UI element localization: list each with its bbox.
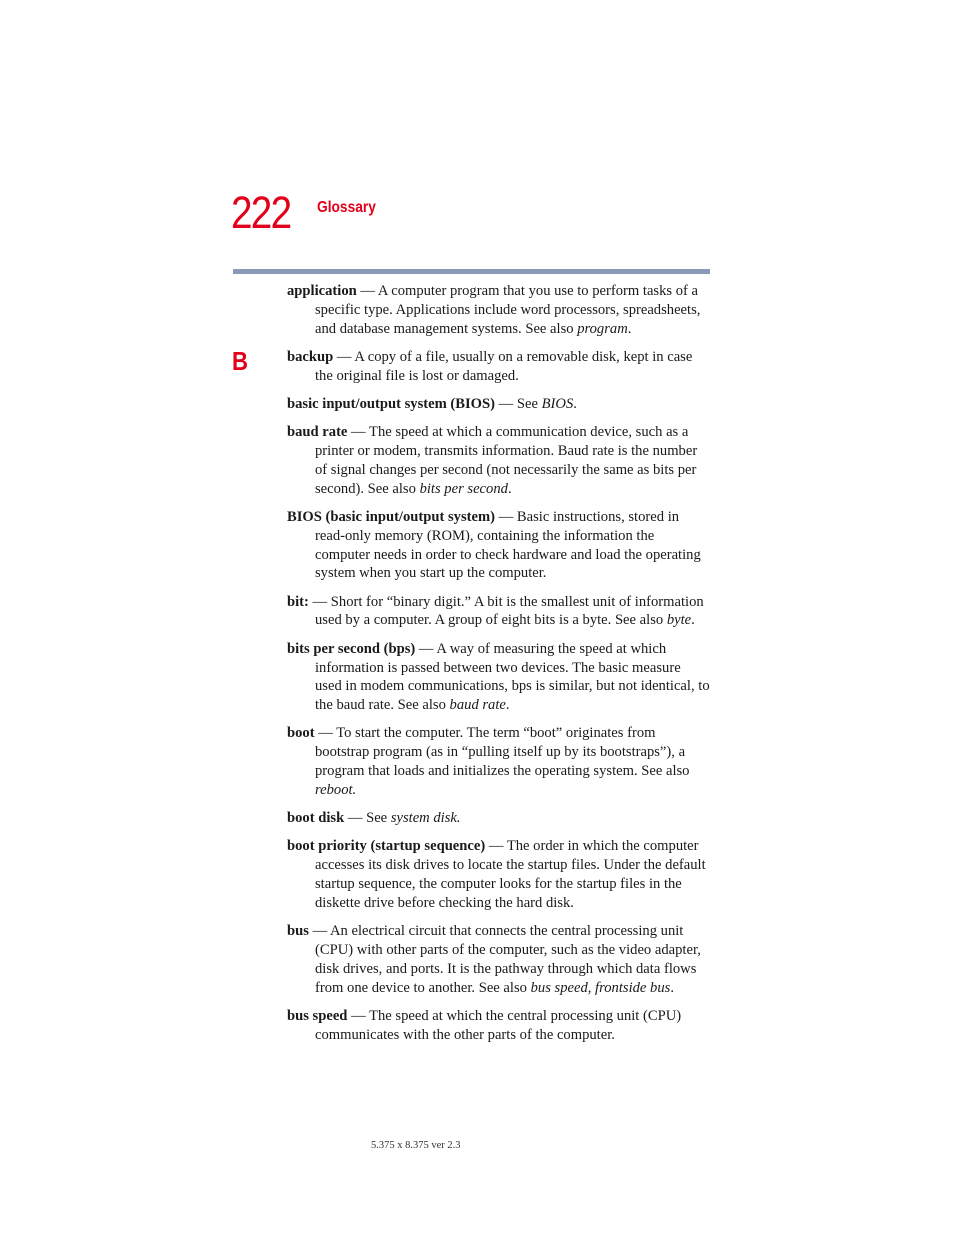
definition-text: . — [691, 612, 695, 629]
glossary-entry — [287, 724, 711, 799]
definition-text: — A copy of a file, usually on a removable disk, kept in case the original file is lost or damaged. — [315, 348, 693, 384]
glossary-entry — [287, 282, 711, 338]
page-number: 222 — [231, 187, 291, 238]
cross-reference: byte — [666, 612, 692, 629]
glossary-entry — [287, 395, 711, 414]
cross-reference: reboot. — [315, 781, 357, 798]
glossary-entry — [287, 423, 711, 498]
definition-text: — See — [344, 810, 391, 827]
glossary-entry — [287, 348, 711, 386]
definition-text: — The order in which the computer accesses its disk drives to locate the startup files. Under the default startup sequence, the computer looks for the startup files in the diskette drive before checking the hard disk. — [315, 838, 706, 911]
definition-text: . — [670, 979, 674, 996]
cross-reference: bus speed — [530, 979, 588, 996]
glossary-term: backup — [287, 348, 334, 365]
glossary-term: baud rate — [287, 424, 348, 441]
definition-text: . — [505, 697, 510, 714]
cross-reference: frontside bus — [595, 979, 671, 996]
cross-reference: bits per second — [419, 480, 508, 497]
cross-reference: program — [577, 320, 628, 337]
glossary-term: BIOS (basic input/output system) — [287, 508, 496, 525]
glossary-term: boot — [287, 725, 315, 742]
glossary-term: bit: — [287, 593, 309, 610]
definition-text: — An electrical circuit that connects the central processing unit (CPU) with other parts of the computer, such as the video adapter, disk drives, and ports. It is the pathway through which data flows from one device to another. See also — [308, 923, 701, 996]
definition-text: — The speed at which a communication device, such as a printer or modem, transmits information. Baud rate is the number of signal changes per second (not necessarily the same as bits per second). See also — [315, 424, 698, 497]
glossary-term: boot priority (startup sequence) — [287, 838, 486, 855]
glossary-term: basic input/output system (BIOS) — [287, 395, 496, 412]
letter-marker: B — [232, 346, 248, 376]
cross-reference: baud rate — [449, 697, 506, 714]
definition-text: . — [627, 320, 632, 337]
definition-text: — Short for “binary digit.” A bit is the smallest unit of information used by a computer. A group of eight bits is a byte. See also — [308, 593, 704, 629]
cross-reference: BIOS — [541, 395, 574, 412]
glossary-entry — [287, 593, 711, 631]
glossary-entry — [287, 508, 711, 583]
definition-text: . — [507, 480, 512, 497]
header-rule — [233, 269, 710, 274]
glossary-entry — [287, 640, 711, 715]
glossary-entry — [287, 837, 711, 912]
glossary-term: bits per second (bps) — [287, 640, 416, 657]
footer-version: 5.375 x 8.375 ver 2.3 — [371, 1140, 461, 1151]
glossary-entry — [287, 922, 711, 997]
definition-text: — A way of measuring the speed at which information is passed between two devices. The basic measure used in modem communications, bps is similar, but not identical, to the baud rate. See also — [315, 640, 710, 714]
definition-text: — The speed at which the central processing unit (CPU) communicates with the other parts of the computer. — [315, 1007, 682, 1043]
definition-text: — A computer program that you use to perform tasks of a specific type. Applications include word processors, spreadsheets, and database management systems. See also — [315, 283, 701, 337]
glossary-entry — [287, 809, 711, 828]
definition-text: — Basic instructions, stored in read-only memory (ROM), containing the information the computer needs in order to check hardware and load the operating system when you start up the computer. — [315, 508, 701, 582]
glossary-term: application — [287, 283, 357, 299]
glossary-term: bus — [287, 923, 309, 940]
section-title: Glossary — [317, 199, 376, 216]
definition-text: , — [587, 979, 596, 996]
definition-text: — See — [495, 395, 542, 412]
glossary-entries — [287, 282, 711, 1054]
glossary-entry — [287, 1007, 711, 1045]
definition-text: — To start the computer. The term “boot” originates from bootstrap program (as in “pulling itself up by its bootstraps”), a program that loads and initializes the operating system. See also — [314, 725, 690, 780]
glossary-term: bus speed — [287, 1007, 348, 1024]
cross-reference: system disk. — [390, 810, 461, 827]
definition-text: . — [573, 395, 577, 412]
glossary-term: boot disk — [287, 810, 345, 827]
